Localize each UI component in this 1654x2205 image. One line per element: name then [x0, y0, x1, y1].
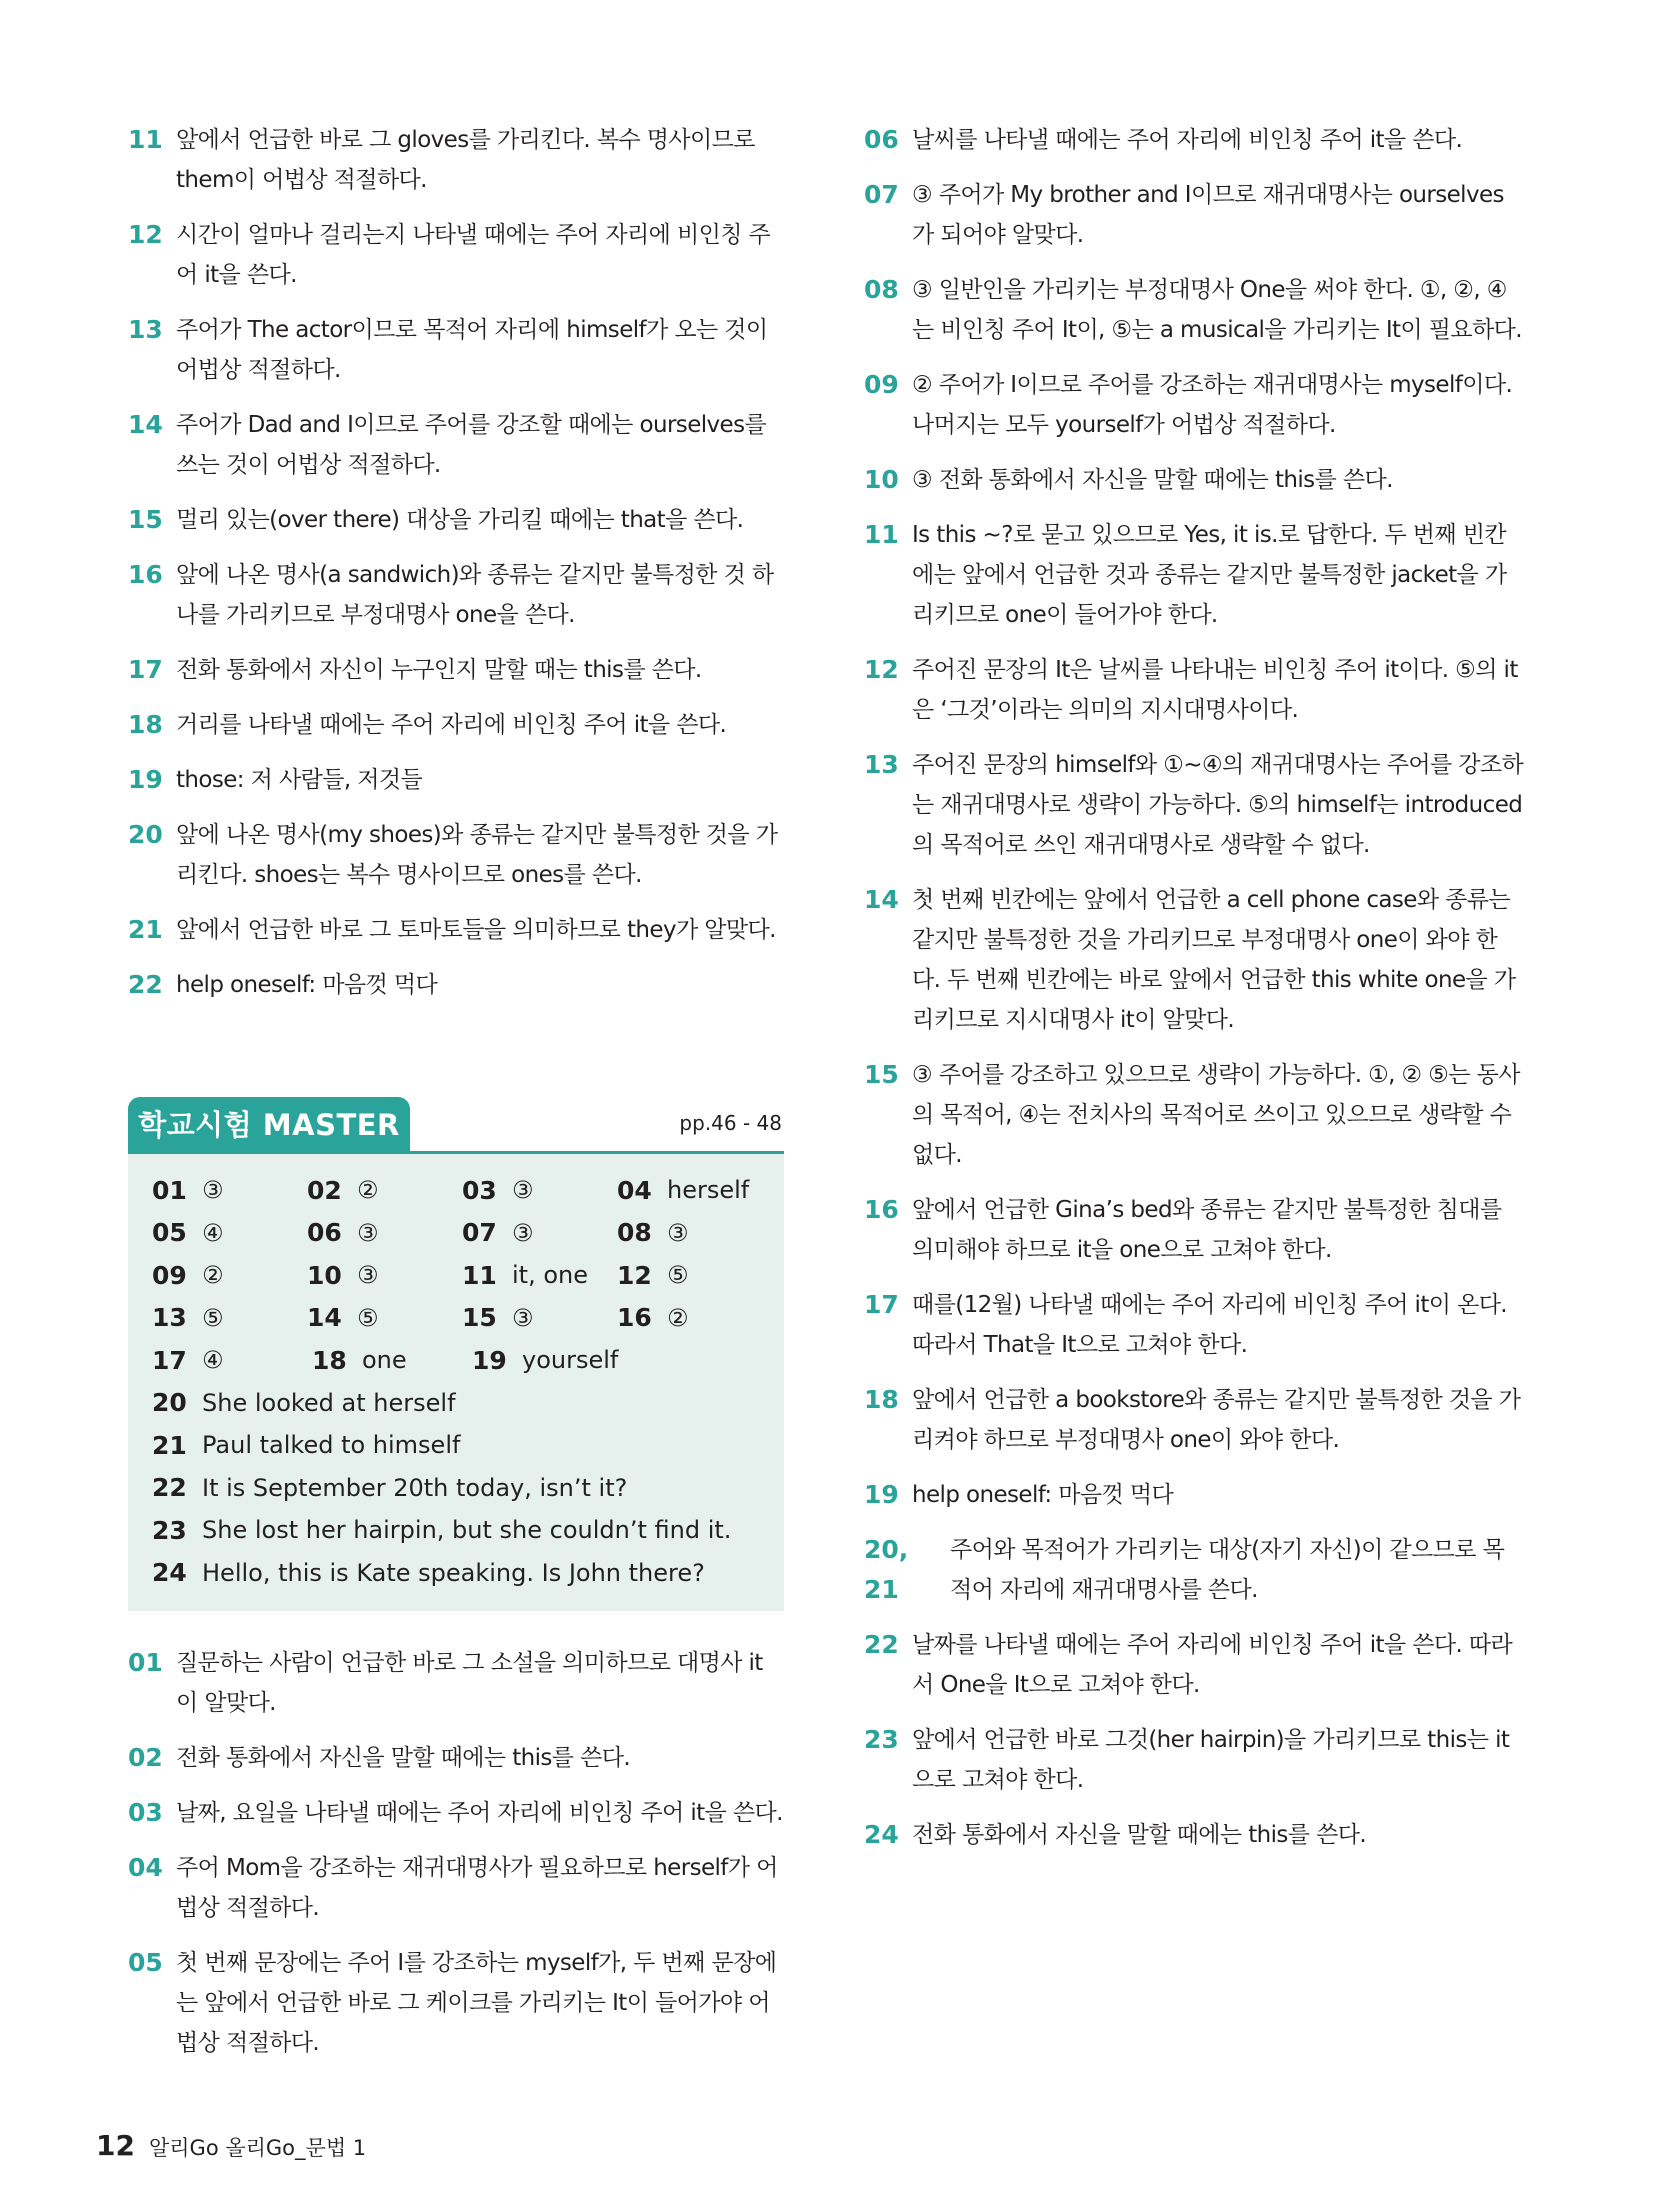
item-text: 앞에서 언급한 Gina’s bed와 종류는 같지만 불특정한 침대를 의미해야 하므로 it을 one으로 고쳐야 한다. [912, 1197, 1502, 1263]
answer-number: 14 [307, 1303, 342, 1333]
explanation-item [128, 555, 784, 635]
explanation-item [864, 745, 1524, 865]
explanation-item [128, 1738, 784, 1778]
answer-number: 03 [462, 1175, 497, 1205]
explanation-item [128, 1848, 784, 1928]
item-text: 질문하는 사람이 언급한 바로 그 소설을 의미하므로 대명사 it이 알맞다. [176, 1650, 763, 1716]
answer-cell [462, 1261, 617, 1290]
item-number: 17 [128, 655, 163, 684]
item-text: 날짜를 나타낼 때에는 주어 자리에 비인칭 주어 it을 쓴다. 따라서 One을 It으로 고쳐야 한다. [912, 1632, 1513, 1698]
answer-number: 21 [152, 1430, 187, 1460]
explanation-item [128, 965, 784, 1005]
answer-sentence [152, 1382, 772, 1425]
item-number: 16 [864, 1195, 899, 1224]
answer-number: 10 [307, 1260, 342, 1290]
master-page-range: pp.46 - 48 [679, 1111, 782, 1135]
answer-cell [462, 1218, 617, 1247]
right-column [864, 120, 1524, 1870]
item-text: ③ 주어를 강조하고 있으므로 생략이 가능하다. ①, ② ⑤는 동사의 목적어, ④는 전치사의 목적어로 쓰이고 있으므로 생략할 수 없다. [912, 1062, 1520, 1168]
item-text: 앞에서 언급한 바로 그 토마토들을 의미하므로 they가 알맞다. [176, 917, 776, 943]
explanation-item [864, 1285, 1524, 1365]
item-text: 주어와 목적어가 가리키는 대상(자기 자신)이 같으므로 목적어 자리에 재귀대명사를 쓴다. [950, 1537, 1505, 1603]
answer-value: Paul talked to himself [202, 1431, 461, 1460]
school-exam-master-box [128, 1097, 784, 1611]
answer-value: ② [667, 1303, 689, 1332]
answer-cell [307, 1261, 462, 1290]
explanation-item [128, 1643, 784, 1723]
answer-value: one [362, 1346, 407, 1375]
item-number: 02 [128, 1743, 163, 1772]
answer-number: 11 [462, 1260, 497, 1290]
answer-cell [617, 1176, 772, 1205]
answer-sentence [152, 1552, 772, 1595]
explanation-item [864, 1625, 1524, 1705]
item-text: Is this ~?로 묻고 있으므로 Yes, it is.로 답한다. 두 번째 빈칸에는 앞에서 언급한 것과 종류는 같지만 불특정한 jacket을 가리키므로 one이 들어가야 한다. [912, 522, 1507, 628]
item-text: 전화 통화에서 자신을 말할 때에는 this를 쓴다. [912, 1822, 1367, 1848]
answer-value: ③ [357, 1261, 379, 1290]
item-number: 19 [864, 1480, 899, 1509]
answer-value: ⑤ [667, 1261, 689, 1290]
answer-value: ⑤ [357, 1303, 379, 1332]
answer-grid [152, 1169, 772, 1594]
answer-value: She looked at herself [202, 1388, 456, 1417]
answer-value: ② [357, 1176, 379, 1205]
answer-value: ③ [512, 1218, 534, 1247]
answer-cell [152, 1261, 307, 1290]
explanation-item [128, 650, 784, 690]
explanation-item [128, 310, 784, 390]
item-text: 앞에 나온 명사(a sandwich)와 종류는 같지만 불특정한 것 하나를 가리키므로 부정대명사 one을 쓴다. [176, 562, 774, 628]
item-number: 22 [128, 970, 163, 999]
left-column-top [128, 120, 784, 1020]
item-text: 전화 통화에서 자신을 말할 때에는 this를 쓴다. [176, 1745, 631, 1771]
item-text: 첫 번째 빈칸에는 앞에서 언급한 a cell phone case와 종류는 같지만 불특정한 것을 가리키므로 부정대명사 one이 와야 한다. 두 번째 빈칸에는 바로 앞에서 언급한 this white one을 가리키므로 지시대명사 it이 알맞다. [912, 887, 1516, 1033]
explanation-item [864, 1530, 1524, 1610]
answer-row [152, 1297, 772, 1340]
item-number: 23 [864, 1725, 899, 1754]
answer-number: 16 [617, 1303, 652, 1333]
item-text: 주어가 Dad and I이므로 주어를 강조할 때에는 ourselves를 쓰는 것이 어법상 적절하다. [176, 412, 767, 478]
answer-number: 07 [462, 1218, 497, 1248]
item-number: 16 [128, 560, 163, 589]
explanation-item [128, 120, 784, 200]
item-text: 거리를 나타낼 때에는 주어 자리에 비인칭 주어 it을 쓴다. [176, 712, 727, 738]
item-text: 날짜, 요일을 나타낼 때에는 주어 자리에 비인칭 주어 it을 쓴다. [176, 1800, 783, 1826]
explanation-item [128, 215, 784, 295]
item-text: ③ 전화 통화에서 자신을 말할 때에는 this를 쓴다. [912, 467, 1393, 493]
answer-cell [617, 1303, 772, 1332]
item-number: 13 [128, 315, 163, 344]
answer-row [152, 1169, 772, 1212]
answer-value: yourself [522, 1346, 619, 1375]
item-number: 11 [128, 125, 163, 154]
answer-value: ③ [202, 1176, 224, 1205]
item-text: 주어가 The actor이므로 목적어 자리에 himself가 오는 것이 어법상 적절하다. [176, 317, 768, 383]
answer-value: ④ [202, 1346, 224, 1375]
item-text: 앞에서 언급한 a bookstore와 종류는 같지만 불특정한 것을 가리켜야 하므로 부정대명사 one이 와야 한다. [912, 1387, 1521, 1453]
explanation-item [864, 1815, 1524, 1855]
explanation-item [864, 1380, 1524, 1460]
answer-number: 05 [152, 1218, 187, 1248]
answer-cell [312, 1346, 472, 1375]
item-number: 14 [128, 410, 163, 439]
answer-value: ⑤ [202, 1303, 224, 1332]
answer-cell [462, 1176, 617, 1205]
item-text: 시간이 얼마나 걸리는지 나타낼 때에는 주어 자리에 비인칭 주어 it을 쓴다. [176, 222, 771, 288]
answer-sentence [152, 1509, 772, 1552]
item-number: 08 [864, 275, 899, 304]
explanation-item [128, 705, 784, 745]
item-number: 11 [864, 520, 899, 549]
item-number: 20 [128, 820, 163, 849]
answer-row [152, 1254, 772, 1297]
item-text: 주어진 문장의 It은 날씨를 나타내는 비인칭 주어 it이다. ⑤의 it은 ‘그것’이라는 의미의 지시대명사이다. [912, 657, 1518, 723]
item-number: 17 [864, 1290, 899, 1319]
explanation-item [864, 120, 1524, 160]
answer-number: 02 [307, 1175, 342, 1205]
item-text: 앞에 나온 명사(my shoes)와 종류는 같지만 불특정한 것을 가리킨다. shoes는 복수 명사이므로 ones를 쓴다. [176, 822, 778, 888]
item-text: those: 저 사람들, 저것들 [176, 767, 423, 793]
answer-cell [307, 1303, 462, 1332]
item-number: 01 [128, 1648, 163, 1677]
answer-value: ④ [202, 1218, 224, 1247]
answer-number: 01 [152, 1175, 187, 1205]
answer-cell [152, 1346, 312, 1375]
answer-row [152, 1339, 772, 1382]
explanation-item [864, 880, 1524, 1040]
item-text: 첫 번째 문장에는 주어 I를 강조하는 myself가, 두 번째 문장에는 앞에서 언급한 바로 그 케이크를 가리키는 It이 들어가야 어법상 적절하다. [176, 1950, 777, 2056]
answer-cell [152, 1303, 307, 1332]
item-number: 13 [864, 750, 899, 779]
answer-number: 22 [152, 1473, 187, 1503]
explanation-item [864, 1720, 1524, 1800]
item-text: 전화 통화에서 자신이 누구인지 말할 때는 this를 쓴다. [176, 657, 702, 683]
explanation-item [864, 1190, 1524, 1270]
answer-number: 06 [307, 1218, 342, 1248]
explanation-item [864, 365, 1524, 445]
item-text: 주어진 문장의 himself와 ①~④의 재귀대명사는 주어를 강조하는 재귀대명사로 생략이 가능하다. ⑤의 himself는 introduced의 목적어로 쓰인 재귀대명사로 생략할 수 없다. [912, 752, 1524, 858]
explanation-item [128, 1793, 784, 1833]
answer-number: 24 [152, 1558, 187, 1588]
item-text: 날씨를 나타낼 때에는 주어 자리에 비인칭 주어 it을 쓴다. [912, 127, 1463, 153]
answer-cell [617, 1261, 772, 1290]
item-text: help oneself: 마음껏 먹다 [176, 972, 438, 998]
left-column-bottom [128, 1643, 784, 2078]
explanation-item [128, 760, 784, 800]
answer-cell [152, 1218, 307, 1247]
book-title: 알리Go 올리Go_문법 1 [148, 2136, 367, 2160]
answer-number: 23 [152, 1515, 187, 1545]
master-title: 학교시험 MASTER [128, 1097, 410, 1153]
answer-number: 13 [152, 1303, 187, 1333]
answer-number: 15 [462, 1303, 497, 1333]
item-number: 18 [128, 710, 163, 739]
explanation-item [864, 1475, 1524, 1515]
item-number: 07 [864, 180, 899, 209]
item-number: 24 [864, 1820, 899, 1849]
page-footer [96, 2129, 366, 2162]
item-number: 15 [864, 1060, 899, 1089]
answer-number: 12 [617, 1260, 652, 1290]
answer-number: 08 [617, 1218, 652, 1248]
answer-sentence [152, 1467, 772, 1510]
answer-number: 04 [617, 1175, 652, 1205]
answer-number: 20 [152, 1388, 187, 1418]
master-divider [128, 1151, 784, 1154]
item-number: 14 [864, 885, 899, 914]
explanation-item [128, 405, 784, 485]
item-text: 앞에서 언급한 바로 그 gloves를 가리킨다. 복수 명사이므로 them이 어법상 적절하다. [176, 127, 755, 193]
answer-number: 19 [472, 1345, 507, 1375]
item-number: 12 [128, 220, 163, 249]
item-text: 멀리 있는(over there) 대상을 가리킬 때에는 that을 쓴다. [176, 507, 744, 533]
item-number: 15 [128, 505, 163, 534]
answer-row [152, 1212, 772, 1255]
answer-value: herself [667, 1176, 750, 1205]
answer-cell [152, 1176, 307, 1205]
explanation-item [864, 515, 1524, 635]
explanation-item [864, 1055, 1524, 1175]
answer-value: ③ [512, 1303, 534, 1332]
answer-cell [307, 1218, 462, 1247]
answer-value: Hello, this is Kate speaking. Is John there? [202, 1558, 705, 1587]
explanation-item [864, 270, 1524, 350]
answer-number: 17 [152, 1345, 187, 1375]
item-number: 19 [128, 765, 163, 794]
answer-cell [617, 1218, 772, 1247]
item-number: 04 [128, 1853, 163, 1882]
explanation-item [128, 1943, 784, 2063]
item-text: 때를(12월) 나타낼 때에는 주어 자리에 비인칭 주어 it이 온다. 따라서 That을 It으로 고쳐야 한다. [912, 1292, 1508, 1358]
item-number: 06 [864, 125, 899, 154]
item-number: 03 [128, 1798, 163, 1827]
item-text: ② 주어가 I이므로 주어를 강조하는 재귀대명사는 myself이다. 나머지는 모두 yourself가 어법상 적절하다. [912, 372, 1513, 438]
explanation-item [128, 500, 784, 540]
item-number: 10 [864, 465, 899, 494]
item-number: 22 [864, 1630, 899, 1659]
item-number: 18 [864, 1385, 899, 1414]
answer-value: ② [202, 1261, 224, 1290]
explanation-item [864, 175, 1524, 255]
item-text: 앞에서 언급한 바로 그것(her hairpin)을 가리키므로 this는 it으로 고쳐야 한다. [912, 1727, 1510, 1793]
item-text: ③ 주어가 My brother and I이므로 재귀대명사는 ourselves가 되어야 알맞다. [912, 182, 1504, 248]
item-number: 20, 21 [864, 1535, 909, 1604]
answer-cell [307, 1176, 462, 1205]
item-number: 09 [864, 370, 899, 399]
item-number: 05 [128, 1948, 163, 1977]
answer-number: 18 [312, 1345, 347, 1375]
answer-value: it, one [512, 1261, 588, 1290]
explanation-item [128, 910, 784, 950]
answer-value: It is September 20th today, isn’t it? [202, 1473, 628, 1502]
answer-cell [462, 1303, 617, 1332]
answer-sentence [152, 1424, 772, 1467]
item-text: ③ 일반인을 가리키는 부정대명사 One을 써야 한다. ①, ②, ④는 비인칭 주어 It이, ⑤는 a musical을 가리키는 It이 필요하다. [912, 277, 1522, 343]
item-text: 주어 Mom을 강조하는 재귀대명사가 필요하므로 herself가 어법상 적절하다. [176, 1855, 778, 1921]
answer-value: ③ [357, 1218, 379, 1247]
item-number: 21 [128, 915, 163, 944]
page-number: 12 [96, 2129, 135, 2162]
answer-value: ③ [667, 1218, 689, 1247]
answer-value: ③ [512, 1176, 534, 1205]
explanation-item [128, 815, 784, 895]
answer-number: 09 [152, 1260, 187, 1290]
answer-cell [472, 1346, 632, 1375]
explanation-item [864, 460, 1524, 500]
item-number: 12 [864, 655, 899, 684]
explanation-item [864, 650, 1524, 730]
item-text: help oneself: 마음껏 먹다 [912, 1482, 1174, 1508]
answer-value: She lost her hairpin, but she couldn’t find it. [202, 1516, 732, 1545]
